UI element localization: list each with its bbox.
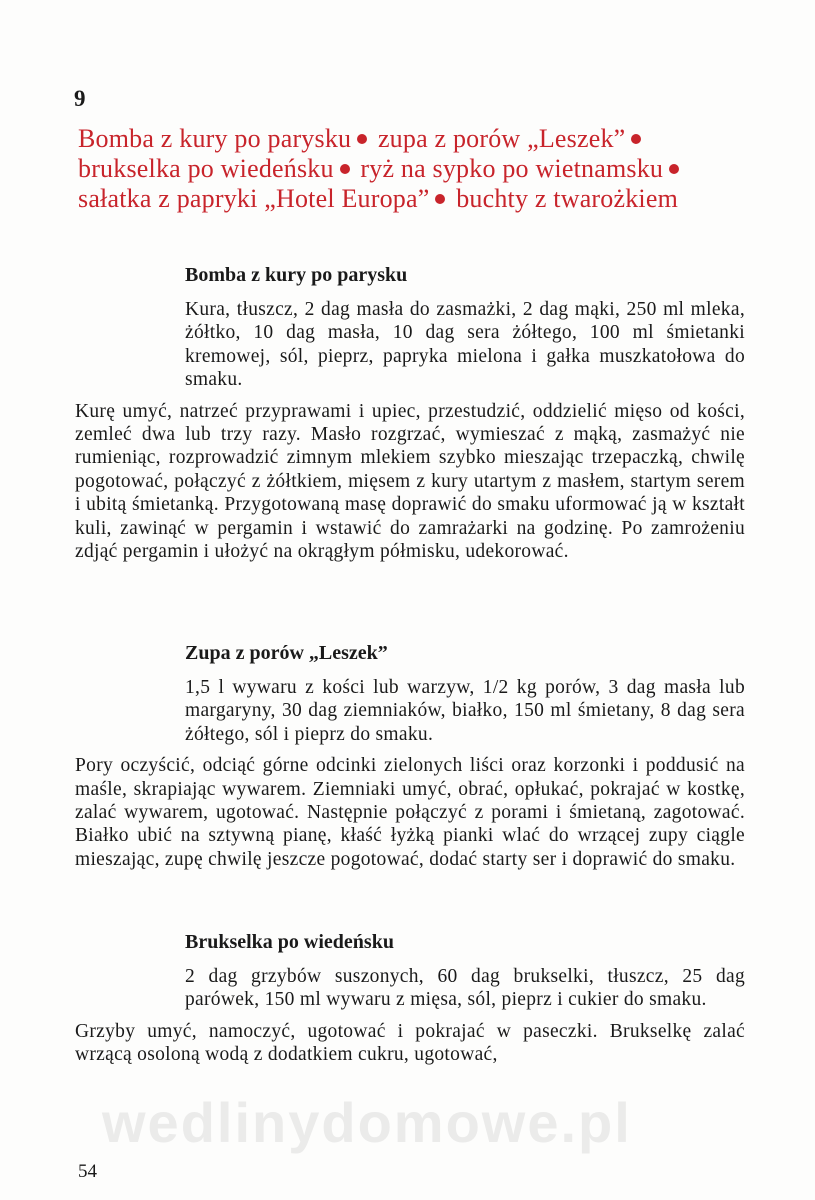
recipe-ingredients: 2 dag grzybów suszonych, 60 dag brukselki, tłuszcz, 25 dag parówek, 150 ml wywaru z mięsa, sól, pieprz i cukier do smaku. <box>185 966 745 1011</box>
chapter-title-item: sałatka z papryki „Hotel Europa” <box>78 184 430 213</box>
chapter-title <box>78 124 748 214</box>
recipe-instructions: Grzyby umyć, namoczyć, ugotować i pokrajać w paseczki. Brukselkę zalać wrzącą osoloną wodą z dodatkiem cukru, ugotować, <box>75 1020 745 1066</box>
recipe-instructions: Pory oczyścić, odciąć górne odcinki zielonych liści oraz korzonki i poddusić na maśle, skrapiając wywarem. Ziemniaki umyć, obrać, opłukać, pokrajać w kostkę, zalać wywarem, ugotować. Następnie połączyć z porami i śmietaną, zagotować. Białko ubić na sztywną pianę, kłaść łyżką pianki wlać do wrzącej zupy ciągle mieszając, zupę chwilę jeszcze pogotować, dodać starty ser i doprawić do smaku. <box>75 755 745 870</box>
chapter-title-item: brukselka po wiedeńsku <box>78 154 334 183</box>
bullet-icon <box>631 134 641 144</box>
recipe-title: Zupa z porów „Leszek” <box>185 642 388 664</box>
chapter-title-item: Bomba z kury po parysku <box>78 124 352 153</box>
recipe-title: Bomba z kury po parysku <box>185 264 408 286</box>
recipe-instructions: Kurę umyć, natrzeć przyprawami i upiec, przestudzić, oddzielić mięso od kości, zemleć dwa lub trzy razy. Masło rozgrzać, wymieszać z mąką, zasmażyć nie rumieniąc, rozprowadzić zimnym mlekiem szybko mieszając trzepaczką, chwilę pogotować, połączyć z żółtkiem, mięsem z kury utartym z masłem, startym serem i ubitą śmietanką. Przygotowaną masę doprawić do smaku uformować ją w kształt kuli, zawinąć w pergamin i wstawić do zamrażarki na godzinę. Po zamrożeniu zdjąć pergamin i ułożyć na okrągłym półmisku, udekorować. <box>75 400 745 563</box>
bullet-icon <box>669 164 679 174</box>
recipe-brukselka <box>75 929 745 1067</box>
chapter-title-item: ryż na sypko po wietnamsku <box>360 154 664 183</box>
page-number: 54 <box>78 1161 97 1182</box>
chapter-title-item: buchty z twarożkiem <box>456 184 679 213</box>
watermark: wedlinydomowe.pl <box>102 1091 632 1154</box>
chapter-title-item: zupa z porów „Leszek” <box>377 124 626 153</box>
bullet-icon <box>357 134 367 144</box>
recipe-bomba-z-kury <box>75 262 745 563</box>
recipe-ingredients: 1,5 l wywaru z kości lub warzyw, 1/2 kg porów, 3 dag masła lub margaryny, 30 dag ziemniaków, białko, 150 ml śmietany, 8 dag sera żółtego, sól i pieprz do smaku. <box>185 677 745 745</box>
recipe-zupa-z-porow <box>75 640 745 871</box>
chapter-number: 9 <box>74 86 86 111</box>
recipe-title: Brukselka po wiedeńsku <box>185 931 394 953</box>
bullet-icon <box>435 194 445 204</box>
recipe-ingredients: Kura, tłuszcz, 2 dag masła do zasmażki, 2 dag mąki, 250 ml mleka, żółtko, 10 dag masła, 10 dag sera żółtego, 100 ml śmietanki kremowej, sól, pieprz, papryka mielona i gałka muszkatołowa do smaku. <box>185 299 745 391</box>
bullet-icon <box>340 164 350 174</box>
